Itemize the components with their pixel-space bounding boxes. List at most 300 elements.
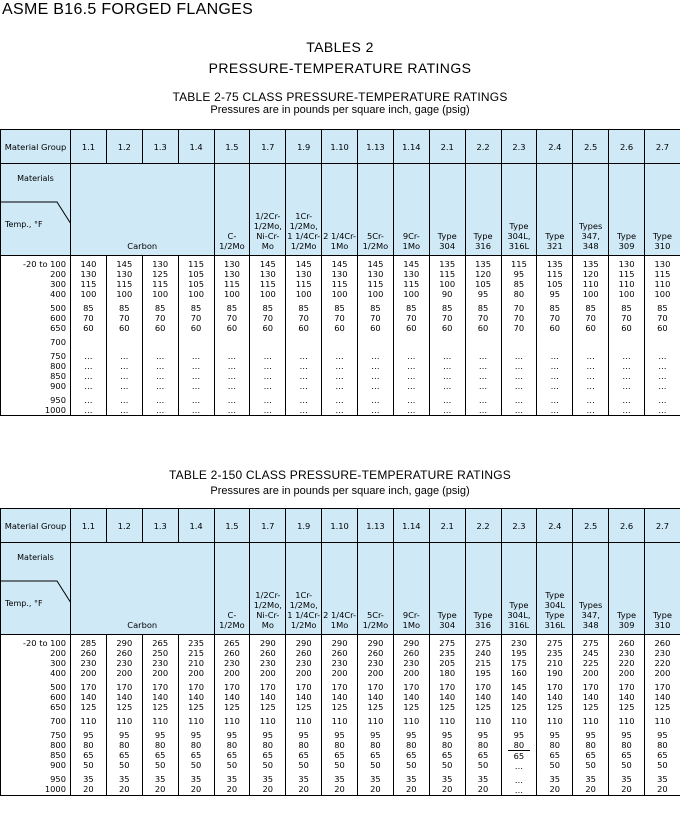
pressure-value: 110 (654, 716, 671, 726)
pressure-value: 115 (546, 269, 563, 279)
pressure-value: … (478, 405, 488, 415)
pressure-value: 60 (83, 323, 94, 333)
pressure-value: … (120, 361, 129, 371)
pressure-value: 20 (441, 784, 453, 794)
pressure-value: 50 (657, 760, 668, 770)
pressure-value: 110 (654, 279, 671, 289)
pressure-value: 70 (226, 313, 238, 323)
material-name-line: Carbon (127, 620, 158, 630)
pressure-value: 20 (406, 784, 417, 794)
pressure-value: 35 (262, 774, 274, 784)
pressure-value: 50 (549, 760, 561, 770)
pressure-value: 125 (188, 702, 204, 712)
pressure-value: … (227, 395, 237, 405)
material-name-line: 9Cr- (402, 231, 420, 241)
pressure-value: 70 (513, 323, 525, 333)
material-cell (537, 543, 573, 635)
pressure-value: … (407, 381, 416, 391)
pressure-value: 170 (259, 682, 276, 692)
pressure-value: … (550, 395, 559, 405)
pressure-value: 245 (582, 648, 599, 658)
pressure-value: … (514, 351, 524, 361)
pressure-value: … (120, 371, 129, 381)
pressure-value: 110 (295, 716, 312, 726)
pressure-value: 145 (511, 682, 527, 692)
pressure-value (286, 337, 321, 347)
material-name-line: Ni-Cr- (256, 231, 280, 241)
material-cell (214, 164, 250, 256)
pressure-value: 80 (549, 740, 561, 750)
pressure-value: … (550, 361, 559, 371)
pressure-value: 65 (262, 750, 274, 760)
pressure-value: 35 (621, 774, 632, 784)
pressure-value: 170 (367, 682, 384, 692)
pressure-value: 35 (441, 774, 453, 784)
pressure-value: 85 (513, 279, 525, 289)
material-group-cell: 2.1 (429, 130, 465, 164)
pressure-column (537, 256, 573, 416)
pressure-value: 60 (621, 323, 632, 333)
pressure-value: 220 (654, 658, 671, 668)
pressure-value: 110 (403, 716, 420, 726)
pressure-value: 20 (262, 784, 274, 794)
pressure-column (358, 256, 394, 416)
pressure-value: 65 (513, 751, 525, 761)
table150-subtitle: Pressures are in pounds per square inch, gage (psig) (210, 485, 470, 497)
pressure-value: 175 (511, 658, 527, 668)
pressure-value: … (586, 395, 595, 405)
pressure-value: 65 (549, 750, 561, 760)
material-name-line: Type (473, 610, 493, 620)
pressure-value: 95 (477, 289, 489, 299)
pressure-value: … (299, 395, 308, 405)
pressure-value: 130 (403, 269, 420, 279)
pressure-value (143, 337, 178, 347)
material-name-line: 347, (581, 231, 600, 241)
material-name-line: Carbon (127, 241, 158, 251)
pressure-value: 85 (657, 303, 668, 313)
material-cell (358, 543, 394, 635)
material-cell (465, 164, 501, 256)
pressure-value: 105 (188, 269, 204, 279)
pressure-value: … (335, 371, 344, 381)
pressure-value: … (407, 405, 416, 415)
pressure-value: 50 (621, 760, 632, 770)
pressure-value: 35 (226, 774, 238, 784)
pressure-value: 60 (585, 323, 596, 333)
pressure-value: 105 (546, 279, 563, 289)
pressure-value: 170 (403, 682, 420, 692)
pressure-value: 100 (367, 289, 384, 299)
pressure-value: … (622, 381, 631, 391)
pressure-value: … (227, 405, 237, 415)
pressure-value: 200 (331, 668, 348, 678)
pressure-value: 115 (331, 279, 348, 289)
pressure-value: 65 (621, 750, 632, 760)
class150-ratings-table (0, 508, 680, 796)
pressure-value: 140 (546, 692, 563, 702)
pressure-value: 125 (654, 702, 671, 712)
pressure-value: 85 (154, 303, 166, 313)
pressure-value: … (478, 371, 488, 381)
temperature-value: 650 (50, 323, 66, 333)
pressure-value: 135 (546, 259, 563, 269)
materials-temp-corner (1, 164, 71, 256)
pressure-value: … (407, 351, 416, 361)
pressure-value: 110 (259, 716, 276, 726)
pressure-value (502, 337, 537, 347)
material-cell (429, 164, 465, 256)
pressure-value: … (84, 405, 93, 415)
pressure-value: … (156, 395, 165, 405)
pressure-value: 85 (262, 303, 274, 313)
pressure-value: 135 (582, 259, 599, 269)
temperature-value: 500 (50, 682, 66, 692)
pressure-value: … (443, 351, 452, 361)
pressure-value: 110 (475, 716, 491, 726)
pressure-value: 65 (298, 750, 309, 760)
temperature-value: 600 (50, 692, 66, 702)
pressure-value: 115 (116, 279, 133, 289)
pressure-value (609, 337, 644, 347)
pressure-value: 35 (119, 774, 130, 784)
pressure-value: 65 (119, 750, 130, 760)
pressure-value: … (407, 361, 416, 371)
pressure-value: 110 (331, 716, 348, 726)
material-group-cell: 2.5 (573, 509, 609, 543)
pressure-value: 110 (582, 279, 599, 289)
pressure-value: … (407, 371, 416, 381)
material-name-line: 1/2Cr- (255, 211, 281, 221)
pressure-value: … (263, 395, 272, 405)
pressure-value: 110 (582, 716, 599, 726)
pressure-value: 200 (403, 668, 420, 678)
pressure-value: 200 (80, 668, 97, 678)
pressure-value: 200 (582, 668, 599, 678)
pressure-value: 200 (367, 668, 384, 678)
pressure-value: … (622, 405, 631, 415)
pressure-value: 60 (119, 323, 130, 333)
pressure-value: … (514, 381, 524, 391)
pressure-value: 230 (259, 658, 276, 668)
pressure-value: … (550, 381, 559, 391)
pressure-value: 70 (621, 313, 632, 323)
pressure-value: 290 (259, 638, 276, 648)
pressure-column (142, 256, 178, 416)
material-name-line: C- (227, 610, 237, 620)
pressure-value: 35 (477, 774, 489, 784)
pressure-value: … (299, 381, 308, 391)
pressure-value: 200 (152, 668, 169, 678)
pressure-value: … (227, 371, 237, 381)
pressure-value: … (371, 361, 380, 371)
material-group-cell: 1.4 (178, 130, 214, 164)
pressure-value: 65 (585, 750, 596, 760)
pressure-value: 140 (152, 692, 169, 702)
pressure-value: … (514, 395, 524, 405)
material-group-cell: 2.6 (609, 509, 645, 543)
pressure-value: … (371, 351, 380, 361)
pressure-value: 100 (116, 289, 133, 299)
material-cell (465, 543, 501, 635)
pressure-value: 95 (549, 730, 561, 740)
pressure-column (609, 256, 645, 416)
material-group-cell: 1.1 (71, 130, 107, 164)
material-name-line: 304 (439, 620, 456, 630)
pressure-value: 50 (262, 760, 274, 770)
material-group-cell: 1.2 (106, 130, 142, 164)
material-cell (573, 543, 609, 635)
material-cell (393, 543, 429, 635)
material-group-cell: 2.2 (465, 130, 501, 164)
material-cell (429, 543, 465, 635)
material-name-line: 1/2Mo (290, 241, 317, 251)
pressure-value: 265 (152, 638, 169, 648)
pressure-value: 100 (331, 289, 348, 299)
material-name-line: Type (652, 231, 672, 241)
material-group-cell: 1.3 (142, 130, 178, 164)
material-name-line: Type (545, 610, 565, 620)
pressure-value: 20 (585, 784, 596, 794)
pressure-value: 80 (513, 289, 525, 299)
pressure-value: 275 (439, 638, 456, 648)
pressure-value: 20 (334, 784, 345, 794)
temperature-label: Temp., °F (5, 220, 43, 229)
material-group-cell: 1.5 (214, 509, 250, 543)
pressure-value: 70 (513, 313, 525, 323)
pressure-value: 230 (367, 658, 384, 668)
pressure-value: … (443, 395, 452, 405)
pressure-value: 50 (119, 760, 130, 770)
pressure-value: 85 (370, 303, 381, 313)
material-name-line: 1/2Mo (219, 620, 245, 630)
pressure-value: 200 (188, 668, 204, 678)
material-cell (358, 164, 394, 256)
temperature-value: 800 (50, 361, 66, 371)
pressure-value: 95 (657, 730, 668, 740)
table75-title: TABLE 2-75 CLASS PRESSURE-TEMPERATURE RATINGS (172, 90, 508, 104)
pressure-value: 60 (657, 323, 668, 333)
pressure-value: 95 (334, 730, 345, 740)
pressure-value: … (514, 775, 524, 785)
material-name-line: Type (617, 610, 637, 620)
pressure-value: … (120, 381, 129, 391)
material-cell (322, 543, 358, 635)
material-cell (214, 543, 250, 635)
pressure-value: 230 (511, 638, 527, 648)
pressure-value: … (120, 395, 129, 405)
pressure-value: 125 (475, 702, 491, 712)
material-name-line: 1/2Mo, (289, 221, 318, 231)
pressure-value: 60 (262, 323, 274, 333)
pressure-value: 95 (262, 730, 274, 740)
pressure-value: 85 (441, 303, 453, 313)
pressure-value: 95 (477, 730, 489, 740)
pressure-value: 260 (403, 648, 420, 658)
material-name-line: 5Cr- (366, 610, 384, 620)
pressure-value: 70 (406, 313, 417, 323)
pressure-value: … (191, 361, 201, 371)
temperature-column (1, 635, 71, 796)
temperature-column (1, 256, 71, 416)
pressure-value: … (156, 351, 165, 361)
material-cell (645, 543, 680, 635)
pressure-value: 60 (549, 323, 561, 333)
pressure-value: 20 (549, 784, 561, 794)
pressure-value: 95 (441, 730, 453, 740)
pressure-value: 70 (657, 313, 668, 323)
document-title: ASME B16.5 FORGED FLANGES (2, 1, 254, 18)
material-group-cell: 1.14 (393, 130, 429, 164)
temperature-value: 750 (50, 351, 66, 361)
pressure-value: … (299, 351, 308, 361)
pressure-value: 130 (618, 259, 635, 269)
pressure-value: 120 (475, 269, 491, 279)
material-group-cell: 2.3 (501, 130, 537, 164)
pressure-value: 210 (188, 658, 204, 668)
material-cell (71, 543, 215, 635)
materials-row (1, 164, 680, 256)
pressure-column (106, 256, 142, 416)
pressure-value: 65 (477, 750, 489, 760)
pressure-value: 50 (477, 760, 489, 770)
pressure-column (322, 635, 358, 796)
pressure-value (322, 337, 357, 347)
pressure-value: 200 (618, 668, 635, 678)
pressure-column (106, 635, 142, 796)
pressure-value: 125 (80, 702, 97, 712)
pressure-value: 275 (582, 638, 599, 648)
pressure-value: 110 (152, 716, 169, 726)
material-group-cell: 2.1 (429, 509, 465, 543)
pressure-value: 35 (190, 774, 202, 784)
pressure-value: 50 (406, 760, 417, 770)
pressure-value: 80 (154, 740, 166, 750)
pressure-value: … (227, 361, 237, 371)
pressure-value: 35 (154, 774, 166, 784)
temperature-value: 850 (50, 371, 66, 381)
pressure-value: 80 (657, 740, 668, 750)
pressure-value: 85 (119, 303, 130, 313)
pressure-value: 125 (439, 702, 456, 712)
material-cell (501, 543, 537, 635)
pressure-value: 220 (618, 658, 635, 668)
material-group-cell: 1.10 (322, 130, 358, 164)
pressure-value: 35 (549, 774, 561, 784)
pressure-value: 95 (226, 730, 238, 740)
pressure-column (214, 256, 250, 416)
pressure-value: 180 (439, 668, 456, 678)
pressure-value: 60 (370, 323, 381, 333)
pressure-value: 170 (582, 682, 599, 692)
pressure-value: … (550, 351, 559, 361)
pressure-value: 80 (298, 740, 309, 750)
temperature-value: 850 (50, 750, 66, 760)
pressure-column (250, 256, 286, 416)
pressure-column (573, 256, 609, 416)
pressure-value: 110 (618, 716, 635, 726)
pressure-value: 260 (80, 648, 97, 658)
pressure-value: 95 (585, 730, 596, 740)
material-name-line: 1Mo (402, 620, 421, 630)
material-group-cell: 2.5 (573, 130, 609, 164)
pressure-value: 20 (621, 784, 632, 794)
pressure-value: 95 (513, 269, 525, 279)
pressure-value: 20 (83, 784, 94, 794)
pressure-value: 80 (226, 740, 238, 750)
pressure-value: 100 (295, 289, 312, 299)
pressure-value: 170 (152, 682, 169, 692)
pressure-value: 70 (154, 313, 166, 323)
pressure-value: 125 (582, 702, 599, 712)
pressure-value: 50 (154, 760, 166, 770)
material-name-line: 1/2Mo, (289, 600, 318, 610)
pressure-column (250, 635, 286, 796)
pressure-value: 130 (224, 269, 240, 279)
pressure-value: … (443, 381, 452, 391)
pressure-value (107, 337, 142, 347)
material-name-line: 1Mo (330, 241, 349, 251)
pressure-value: 290 (295, 638, 312, 648)
pressure-value: 35 (334, 774, 345, 784)
pressure-value: 115 (152, 279, 169, 289)
pressure-column (573, 635, 609, 796)
pressure-value: 50 (441, 760, 453, 770)
pressure-value: 125 (224, 702, 240, 712)
pressure-column (645, 635, 680, 796)
pressure-value: 140 (188, 692, 204, 702)
material-name-line: Type (617, 231, 637, 241)
pressure-column (429, 635, 465, 796)
pressure-value: 215 (188, 648, 204, 658)
material-name-line: 1 1/4Cr- (287, 231, 321, 241)
pressure-value: … (84, 371, 93, 381)
pressure-column (429, 256, 465, 416)
material-cell (286, 543, 322, 635)
pressure-value: … (371, 405, 380, 415)
pressure-value (215, 337, 250, 347)
material-group-cell: 1.5 (214, 130, 250, 164)
temperature-value: 900 (50, 760, 66, 770)
pressure-value: 125 (546, 702, 563, 712)
pressure-value: 115 (295, 279, 312, 289)
pressure-value: 240 (475, 648, 491, 658)
pressure-value: 100 (224, 289, 240, 299)
material-group-row (1, 509, 680, 543)
pressure-value: 110 (618, 279, 635, 289)
pressure-value: … (84, 381, 93, 391)
pressure-value: 50 (334, 760, 345, 770)
material-name-line: 316 (475, 620, 491, 630)
material-group-cell: 1.7 (250, 130, 286, 164)
tables-heading: TABLES 2 (306, 39, 374, 55)
pressure-value: 80 (621, 740, 632, 750)
pressure-value: 260 (331, 648, 348, 658)
pressure-value: … (335, 405, 344, 415)
material-name-line: 304 (439, 241, 456, 251)
material-cell (250, 164, 286, 256)
material-group-cell: 1.2 (106, 509, 142, 543)
material-name-line: 309 (618, 620, 635, 630)
pressure-value: … (622, 371, 631, 381)
pressure-column (609, 635, 645, 796)
pressure-value: 205 (439, 658, 456, 668)
temperature-value: -20 to 100 (23, 638, 66, 648)
pressure-column (142, 635, 178, 796)
pressure-value: … (550, 371, 559, 381)
pressure-value: 85 (83, 303, 94, 313)
pressure-value: 60 (298, 323, 309, 333)
